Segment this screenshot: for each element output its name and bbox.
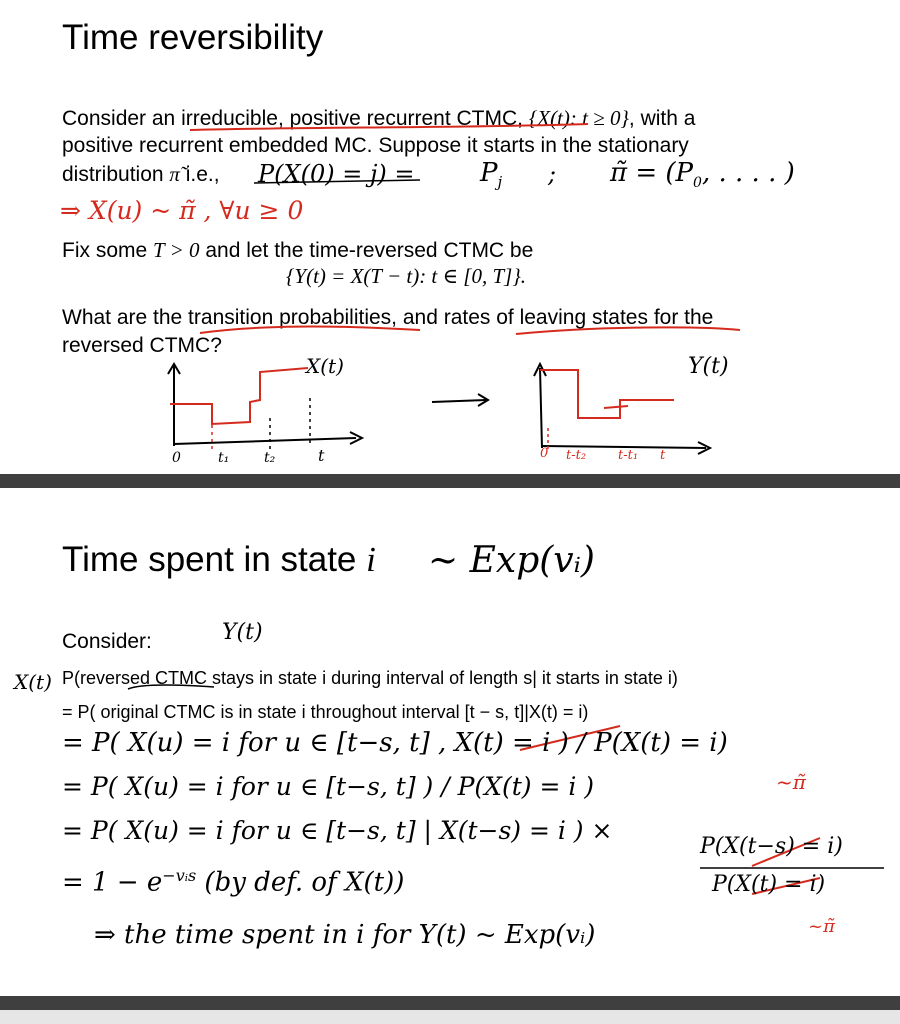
hand-semicolon: ; bbox=[548, 160, 557, 188]
slide-divider-bottom bbox=[0, 996, 900, 1010]
slide-time-reversibility bbox=[0, 0, 900, 474]
hand-line-4 bbox=[62, 866, 404, 898]
graph-right-tick-3: t bbox=[660, 448, 666, 463]
line1-math: {X(t): t ≥ 0} bbox=[528, 106, 629, 130]
graph-right-tick-1: t-t₂ bbox=[566, 448, 587, 463]
title-i: i bbox=[366, 540, 376, 579]
slide-time-spent bbox=[0, 488, 900, 996]
consider-label: Consider: bbox=[62, 630, 152, 653]
hand-line-3-num: P(X(t−s) = i) bbox=[700, 834, 843, 859]
line3-part-a: distribution bbox=[62, 163, 170, 186]
line1-part-a: Consider an irreducible, positive recurrent CTMC, bbox=[62, 107, 529, 130]
graph-right-tick-2: t-t₁ bbox=[618, 448, 639, 463]
hand-line-3-den: P(X(t) = i) bbox=[712, 872, 826, 897]
hand-x-t: X(t) bbox=[14, 670, 52, 694]
slide-divider bbox=[0, 474, 900, 488]
line4-part-c: and let the time-reversed CTMC be bbox=[199, 239, 534, 262]
hand-pj-sub: j bbox=[497, 173, 503, 192]
text-line-7: reversed CTMC? bbox=[62, 334, 222, 357]
graph-right-label: Y(t) bbox=[688, 354, 729, 379]
hand-line-3: = P( X(u) = i for u ∈ [t−s, t] | X(t−s) = i ) × bbox=[62, 816, 613, 845]
page-gap bbox=[0, 1010, 900, 1024]
hand-line-1: = P( X(u) = i for u ∈ [t−s, t] , X(t) = i ) / P(X(t) = i) bbox=[62, 728, 728, 758]
arrow-icon bbox=[430, 392, 500, 412]
title-text: Time spent in state bbox=[62, 540, 367, 579]
hand-pi-end: , . . . . ) bbox=[701, 158, 795, 188]
hand-pi-sub: 0 bbox=[693, 175, 702, 192]
hand-red-implication: ⇒ X(u) ~ π̃ , ∀u ≥ 0 bbox=[60, 196, 304, 225]
hand-prob-x0: P(X(0) = j) = bbox=[258, 160, 415, 188]
graph-left-tick-2: t₂ bbox=[264, 450, 276, 466]
hand-y-t: Y(t) bbox=[222, 620, 263, 645]
text-line-6: What are the transition probabilities, and rates of leaving states for the bbox=[62, 306, 714, 329]
text-reversed-line: P(reversed CTMC stays in state i during interval of length s| it starts in state i) bbox=[62, 668, 678, 688]
text-line-2: positive recurrent embedded MC. Suppose it starts in the stationary bbox=[62, 134, 689, 157]
hand-pj-p: P bbox=[480, 158, 498, 188]
line4-part-a: Fix some bbox=[62, 239, 154, 262]
graph-left-tick-3: t bbox=[318, 446, 325, 465]
line1-part-c: , with a bbox=[628, 107, 696, 130]
graph-left-tick-0: 0 bbox=[172, 450, 181, 466]
hand-line-4-sup: −vᵢs bbox=[162, 866, 197, 885]
graph-right-tick-0: 0 bbox=[540, 446, 549, 461]
text-line-5: {Y(t) = X(T − t): t ∈ [0, T]}. bbox=[286, 264, 526, 288]
hand-line-4-end: (by def. of X(t)) bbox=[196, 867, 405, 898]
title-hand-exp: ~ Exp(vᵢ) bbox=[428, 540, 595, 581]
pi-tilde: π̃ bbox=[169, 162, 180, 186]
line3-part-c: i.e., bbox=[179, 163, 220, 186]
hand-line-5: ⇒ the time spent in i for Y(t) ~ Exp(vᵢ) bbox=[94, 920, 596, 950]
hand-line-2-pi: ~π̃ bbox=[776, 770, 806, 794]
line4-math: T > 0 bbox=[153, 238, 200, 262]
graph-left-label: X(t) bbox=[306, 354, 344, 378]
graph-left-tick-1: t₁ bbox=[218, 450, 230, 466]
text-original-line: = P( original CTMC is in state i throughout interval [t − s, t]|X(t) = i) bbox=[62, 702, 589, 722]
slide-title: Time reversibility bbox=[62, 18, 324, 57]
hand-line-4-a: = 1 − e bbox=[62, 867, 163, 898]
hand-pi-p: π̃ = (P bbox=[610, 158, 694, 188]
hand-line-2: = P( X(u) = i for u ∈ [t−s, t] ) / P(X(t) = i ) bbox=[62, 772, 595, 801]
hand-line-5-pi: ~π̃ bbox=[808, 916, 835, 937]
